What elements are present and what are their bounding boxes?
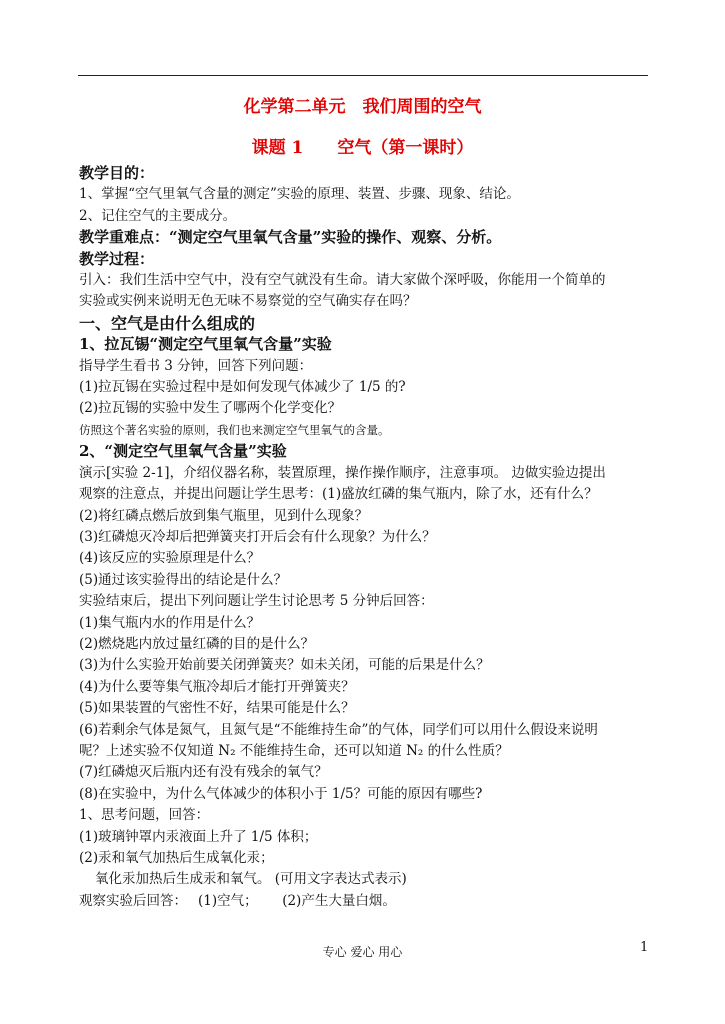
section-heading: 2、“测定空气里氧气含量”实验: [79, 442, 287, 461]
text-line: 观察实验后回答： (1)空气； (2)产生大量白烟。: [79, 892, 396, 909]
text-line: 氧化汞加热后生成汞和氧气。 (可用文字表达式表示): [95, 871, 407, 888]
section-heading: 一、空气是由什么组成的: [79, 313, 256, 333]
text-line: (6)若剩余气体是氮气，且氮气是“不能维持生命”的气体，同学们可以用什么假设来说明: [79, 721, 598, 738]
text-line: (2)拉瓦锡的实验中发生了哪两个化学变化？: [79, 400, 342, 417]
text-line: 引入：我们生活中空气中，没有空气就没有生命。请大家做个深呼吸，你能用一个简单的: [79, 272, 606, 289]
section-heading: 1、拉瓦锡“测定空气里氧气含量”实验: [79, 335, 332, 354]
text-line: (2)燃烧匙内放过量红磷的目的是什么？: [79, 635, 315, 652]
text-line: (7)红磷熄灭后瓶内还有没有残余的氧气？: [79, 764, 328, 781]
section-heading: 教学目的：: [79, 164, 155, 182]
text-line: (4)该反应的实验原理是什么？: [79, 550, 261, 567]
text-line: 指导学生看书 3 分钟，回答下列问题：: [79, 357, 313, 374]
text-line: (2)汞和氧气加热后生成氧化汞；: [79, 850, 274, 866]
text-line: 1、思考问题，回答：: [79, 807, 210, 824]
header-rule: [78, 75, 648, 76]
section-heading: 教学过程：: [79, 249, 155, 268]
lesson-title: 课题 1 空气（第一课时）: [251, 138, 474, 158]
text-line: (3)红磷熄灭冷却后把弹簧夹打开后会有什么现象？为什么？: [79, 528, 436, 545]
footer-motto: 专心 爱心 用心: [322, 945, 403, 959]
text-line: (1)拉瓦锡在实验过程中是如何发现气体减少了 1/5 的?: [79, 379, 406, 396]
text-line: 仿照这个著名实验的原则，我们也来测定空气里氧气的含量。: [79, 422, 390, 437]
text-line: (3)为什么实验开始前要关闭弹簧夹？如未关闭，可能的后果是什么？: [79, 657, 490, 674]
text-line: (8)在实验中，为什么气体减少的体积小于 1/5？可能的原因有哪些?: [79, 785, 483, 802]
page-number: 1: [640, 940, 649, 955]
text-line: (2)将红磷点燃后放到集气瓶里，见到什么现象？: [79, 507, 369, 524]
document-body: [79, 163, 649, 912]
text-line: 实验结束后，提出下列问题让学生讨论思考 5 分钟后回答：: [79, 593, 434, 610]
text-line: (1)玻璃钟罩内汞液面上升了 1/5 体积；: [79, 828, 318, 845]
text-line: 观察的注意点，并提出问题让学生思考：(1)盛放红磷的集气瓶内，除了水，还有什么？: [79, 486, 598, 503]
text-line: (4)为什么要等集气瓶冷却后才能打开弹簧夹？: [79, 678, 355, 695]
text-line: 实验或实例来说明无色无味不易察觉的空气确实存在吗？: [79, 293, 417, 310]
text-line: (5)如果装置的气密性不好，结果可能是什么？: [79, 700, 355, 717]
unit-title: 化学第二单元 我们周围的空气: [243, 97, 482, 117]
section-heading: 教学重难点：“测定空气里氧气含量”实验的操作、观察、分析。: [79, 228, 502, 247]
text-line: 演示[实验 2-1]，介绍仪器名称，装置原理，操作操作顺序，注意事项。 边做实验边提出: [79, 464, 606, 481]
text-line: 1、掌握“空气里氧气含量的测定”实验的原理、装置、步骤、现象、结论。: [79, 186, 520, 203]
text-line: 呢？上述实验不仅知道 N₂ 不能维持生命，还可以知道 N₂ 的什么性质？: [79, 742, 509, 759]
text-line: (5)通过该实验得出的结论是什么？: [79, 571, 288, 588]
text-line: 2、记住空气的主要成分。: [79, 207, 237, 224]
text-line: (1)集气瓶内水的作用是什么？: [79, 614, 261, 631]
